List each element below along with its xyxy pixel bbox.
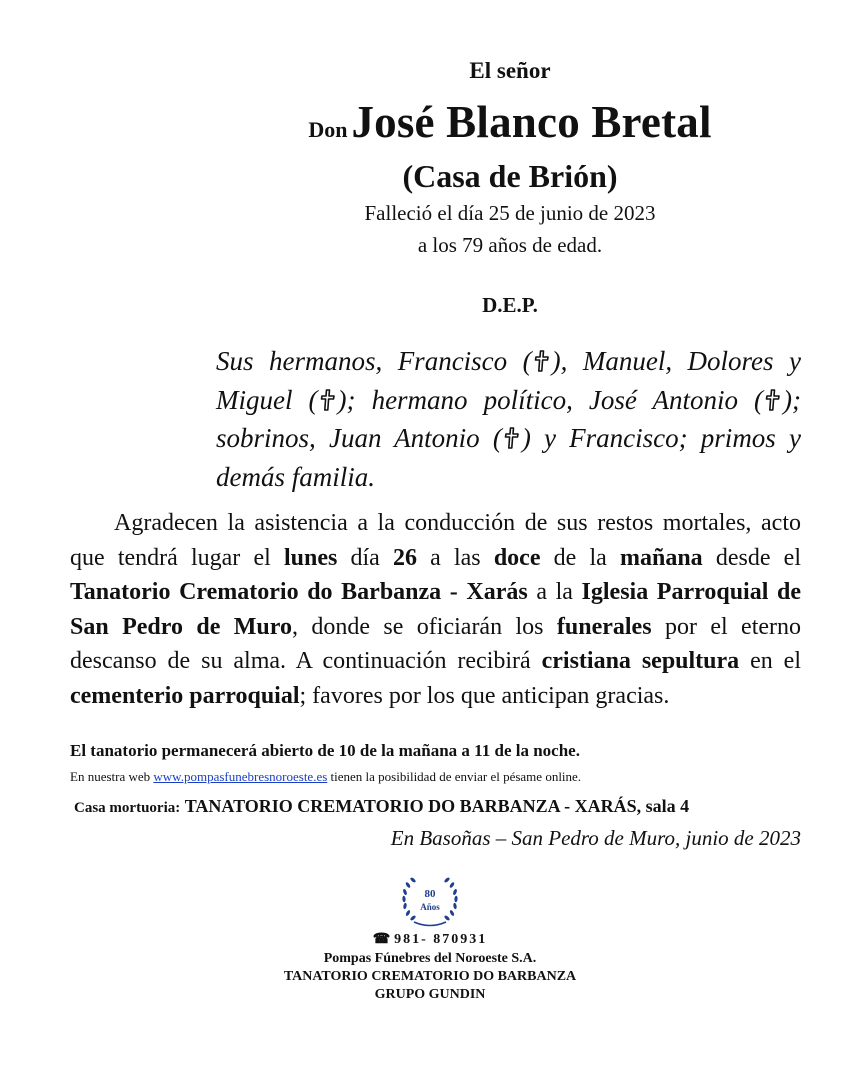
opening-hours: El tanatorio permanecerá abierto de 10 de la mañana a 11 de la noche.	[70, 741, 580, 760]
thanks-text: Agradecen la asistencia a la conducción de sus restos mortales, acto que tendrá lugar el	[70, 510, 801, 571]
logo-years: Años	[420, 902, 440, 912]
family-paragraph	[216, 342, 801, 496]
cross-icon	[318, 388, 338, 412]
place-date: En Basoñas – San Pedro de Muro, junio de 2023	[390, 826, 801, 850]
thanks-text: en el	[739, 648, 801, 675]
thanks-text: día	[337, 544, 393, 571]
thanks-bold: lunes	[283, 544, 338, 571]
thanks-bold: mañana	[619, 544, 703, 571]
death-date: Falleció el día 25 de junio de 2023	[364, 201, 656, 225]
cross-icon	[532, 349, 552, 373]
thanks-bold: cementerio parroquial	[70, 682, 300, 709]
web-line	[70, 769, 581, 785]
intro-text: El señor	[469, 58, 551, 83]
thanks-bold: cristiana sepultura	[541, 648, 740, 675]
cross-icon	[763, 388, 783, 412]
phone-line	[300, 931, 560, 948]
thanks-bold: 26	[392, 544, 417, 571]
thanks-text: a las	[416, 544, 494, 571]
thanks-bold: Iglesia Parroquial de San Pedro de Muro	[70, 579, 801, 640]
honorific: Don	[308, 117, 348, 142]
thanks-text: de la	[540, 544, 620, 571]
age-at-death: a los 79 años de edad.	[417, 233, 603, 257]
family-text: ), Manuel, Dolores y Miguel (	[216, 346, 801, 415]
family-text: ); hermano político, José Antonio (	[337, 384, 764, 415]
funeral-home-label: Casa mortuoria:	[74, 800, 181, 816]
family-text: Sus hermanos, Francisco (	[216, 346, 532, 376]
phone-number: 981- 870931	[394, 932, 488, 947]
company-group: GRUPO GUNDIN	[374, 987, 486, 1002]
web-text: En nuestra web	[70, 769, 154, 784]
thanks-bold: Tanatorio Crematorio do Barbanza - Xarás	[70, 579, 528, 606]
cross-icon	[502, 426, 522, 450]
logo-number: 80	[424, 888, 436, 900]
thanks-text: , donde se oficiarán los	[291, 613, 557, 640]
anniversary-logo	[400, 873, 460, 931]
deceased-name-line	[220, 96, 800, 148]
laurel-icon	[400, 873, 460, 931]
family-text: ); sobrinos, Juan Antonio (	[216, 384, 801, 453]
thanks-text: desde el	[702, 544, 801, 571]
thanks-text: a la	[527, 579, 582, 606]
company-tanatorio: TANATORIO CREMATORIO DO BARBANZA	[283, 969, 577, 984]
thanks-bold: funerales	[556, 613, 652, 640]
thanks-bold: doce	[493, 544, 541, 571]
telephone-icon: ☎	[372, 932, 391, 947]
thanks-text: ; favores por los que anticipan gracias.	[299, 682, 670, 709]
house-alias: (Casa de Brión)	[402, 158, 618, 194]
funeral-home-line	[74, 796, 689, 817]
company-name: Pompas Fúnebres del Noroeste S.A.	[323, 951, 537, 966]
website-link[interactable]: www.pompasfunebresnoroeste.es	[153, 769, 328, 784]
web-text: tienen la posibilidad de enviar el pésame online.	[327, 769, 582, 784]
thanks-text: por el eterno descanso de su alma. A continuación recibirá	[70, 613, 802, 675]
deceased-name: José Blanco Bretal	[351, 97, 712, 147]
funeral-home-value: TANATORIO CREMATORIO DO BARBANZA - XARÁS, sala 4	[184, 796, 690, 816]
family-text: ) y Francisco; primos y demás familia.	[216, 423, 801, 492]
rip-text: D.E.P.	[482, 293, 538, 317]
thanks-paragraph	[70, 506, 801, 714]
